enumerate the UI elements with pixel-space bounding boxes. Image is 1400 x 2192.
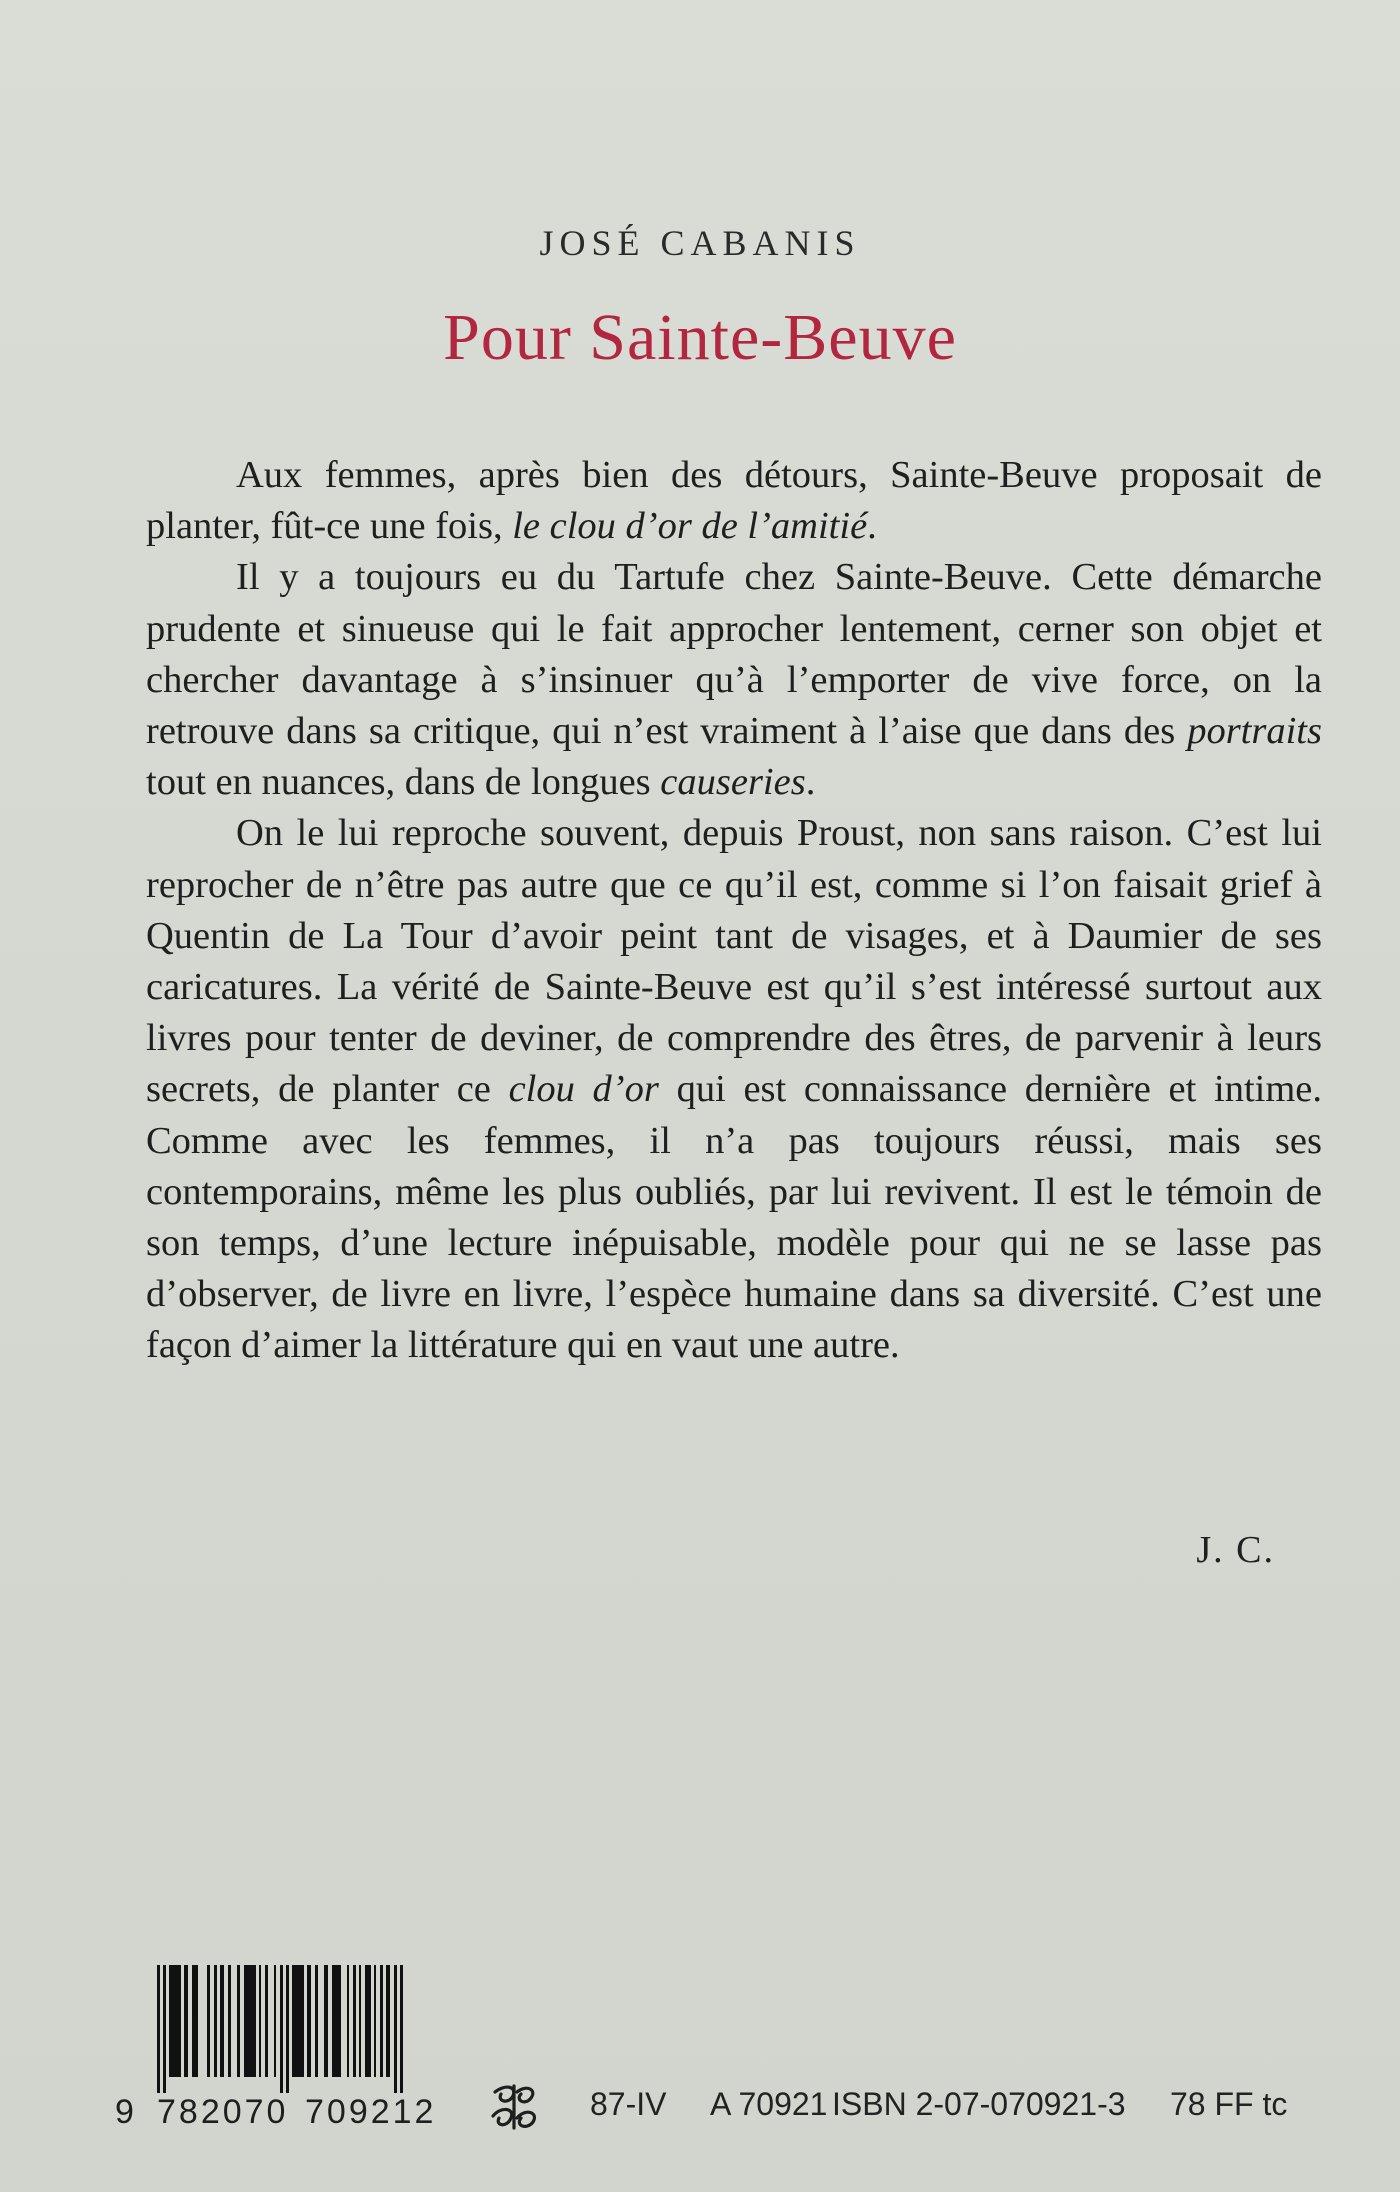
barcode-bar [386, 1965, 390, 2077]
edition-code: 87-IV [590, 2086, 667, 2122]
text-run: . [867, 505, 877, 548]
isbn-barcode [115, 1965, 460, 2131]
barcode-bar [307, 1965, 311, 2077]
barcode-bar [265, 1965, 268, 2077]
barcode-bar [237, 1965, 240, 2077]
blurb-paragraph [146, 450, 1322, 552]
barcode-group-1: 782070 [157, 2093, 289, 2131]
blurb-paragraph [146, 808, 1322, 1371]
barcode-bar [157, 1965, 160, 2093]
barcode-bar [244, 1965, 256, 2077]
barcode-bar [359, 1965, 361, 2077]
author-name: JOSÉ CABANIS [539, 223, 861, 263]
barcode-bar [365, 1965, 371, 2077]
text-run: Il y a toujours eu du Tartufe chez Sainte-Beuve. Cette démarche prudente et sinueuse qui le fait approcher lentement, cerner son objet et chercher davantage à s’insinuer qu’à l’emporter de vive force, on la retrouve dans sa critique, qui n’est vraiment à l’aise que dans des [146, 556, 1322, 753]
gallimard-monogram-icon [487, 2082, 541, 2132]
book-title: Pour Sainte-Beuve [443, 301, 957, 374]
barcode-bar [220, 1965, 224, 2077]
blurb-text [146, 450, 1322, 1372]
barcode-bar [163, 1965, 166, 2093]
barcode-group-2: 709212 [305, 2093, 437, 2131]
barcode-bar [353, 1965, 356, 2077]
barcode-bar [380, 1965, 383, 2077]
catalog-reference: A 70921 [710, 2086, 828, 2122]
barcode-bar [280, 1965, 283, 2093]
barcode-bar [332, 1965, 341, 2077]
text-run: On le lui reproche souvent, depuis Proust, non sans raison. C’est lui reprocher de n’être pas autre que ce qu’il est, comme si l’on faisait grief à Quentin de La Tour d’avoir peint tant de visages, et à Daumier de ses caricatures. La vérité de Sainte-Beuve est qu’il s’est intéressé surtout aux livres pour tenter de deviner, de comprendre des êtres, de parvenir à leurs secrets, de planter ce [146, 812, 1322, 1111]
barcode-bar [400, 1965, 403, 2093]
barcode-bar [207, 1965, 210, 2077]
barcode-bar [228, 1965, 231, 2077]
barcode-bar [184, 1965, 188, 2077]
barcode-bar [347, 1965, 349, 2077]
barcode-bar [169, 1965, 181, 2077]
italic-phrase: le clou d’or de l’amitié [512, 505, 868, 548]
blurb-paragraph [146, 552, 1322, 808]
italic-phrase: portraits [1187, 710, 1322, 753]
barcode-bar [259, 1965, 261, 2077]
barcode-bar [192, 1965, 198, 2077]
barcode-bar [315, 1965, 318, 2077]
text-run: qui est connaissance dernière et intime. Comme avec les femmes, il n’a pas toujours réussi, mais ses contemporains, même les plus oubliés, par lui revivent. Il est le témoin de son temps, d’une lecture inépuisable, modèle pour qui ne se lasse pas d’observer, de livre en livre, l’espèce humaine dans sa diversité. C’est une façon d’aimer la littérature qui en vaut une autre. [146, 1068, 1323, 1367]
isbn-number: ISBN 2-07-070921-3 [832, 2086, 1126, 2122]
barcode-bar [394, 1965, 397, 2093]
signature-initials: J. C. [1196, 1529, 1275, 1571]
barcode-bars-icon [155, 1965, 455, 2093]
text-run: . [805, 761, 816, 804]
price-label: 78 FF tc [1170, 2086, 1288, 2122]
italic-phrase: clou d’or [508, 1068, 659, 1111]
barcode-bar [374, 1965, 376, 2077]
barcode-bar [274, 1965, 276, 2077]
barcode-bar [324, 1965, 328, 2077]
text-run: Aux femmes, après bien des détours, Sainte-Beuve proposait de planter, fût-ce une fois, [146, 454, 1322, 548]
barcode-bar [214, 1965, 217, 2077]
barcode-bar [292, 1965, 304, 2077]
barcode-bar [286, 1965, 289, 2093]
italic-phrase: causeries [660, 761, 806, 804]
barcode-first-digit: 9 [115, 2093, 135, 2131]
text-run: tout en nuances, dans de longues [146, 761, 661, 804]
